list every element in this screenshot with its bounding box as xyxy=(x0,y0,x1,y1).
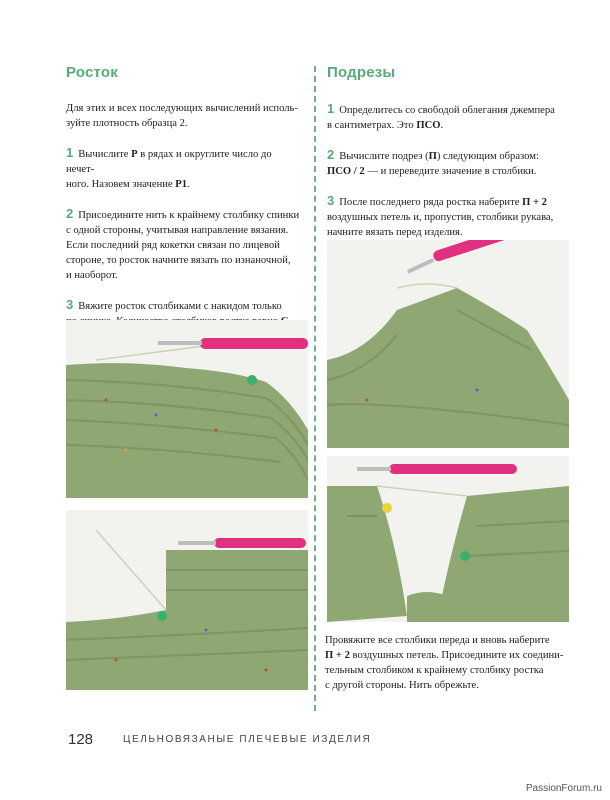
intro-text: Для этих и всех последующих вычислений исполь- зуйте плотность образца 2. xyxy=(66,103,298,129)
step-number: 1 xyxy=(327,101,335,116)
crochet-photo-4 xyxy=(327,456,569,622)
page-number: 128 xyxy=(68,730,94,748)
heading-rostok: Росток xyxy=(66,64,118,81)
watermark: PassionForum.ru xyxy=(525,783,602,794)
step-2: 2 Вычислите подрез (П) следующим образом: ПСО / 2 — и переведите значение в столбики. xyxy=(327,147,539,177)
step-2: 2 Присоедините нить к крайнему столбику спинки с одной стороны, учитывая направление вязания. Если последний ряд кокетки связан по лицевой стороне, то росток начните вязать по изнаночной, и наоборот. xyxy=(66,206,300,281)
step-number: 1 xyxy=(66,145,74,160)
step-number: 3 xyxy=(66,297,74,312)
crochet-photo-1 xyxy=(66,320,308,498)
column-divider xyxy=(314,66,316,711)
step-number: 2 xyxy=(66,206,74,221)
step-number: 2 xyxy=(327,147,335,162)
step-1: 1 Определитесь со свободой облегания джемпера в сантиметрах. Это ПСО. xyxy=(327,101,555,131)
book-title: ЦЕЛЬНОВЯЗАНЫЕ ПЛЕЧЕВЫЕ ИЗДЕЛИЯ xyxy=(123,733,372,745)
page-footer xyxy=(68,730,568,748)
left-column xyxy=(66,64,300,358)
right-column xyxy=(327,64,561,254)
photo-caption: Провяжите все столбики переда и вновь наберите П + 2 воздушных петель. Присоедините их соедини- тельным столбиком к крайнему столбику ростка с другой стороны. Нить обрежьте. xyxy=(325,635,564,691)
crochet-photo-3 xyxy=(327,240,569,448)
step-1: 1 Вычислите Р в рядах и округлите число до нечет- ного. Назовем значение Р1. xyxy=(66,145,272,190)
step-3: 3 После последнего ряда ростка наберите П + 2 воздушных петель и, пропустив, столбики рукава, начните вязать перед изделия. xyxy=(327,193,554,238)
step-3: 3 Вяжите росток столбиками с накидом только xyxy=(66,297,282,312)
step-number: 3 xyxy=(327,193,335,208)
crochet-photo-2 xyxy=(66,510,308,690)
heading-podrezy: Подрезы xyxy=(327,64,396,81)
